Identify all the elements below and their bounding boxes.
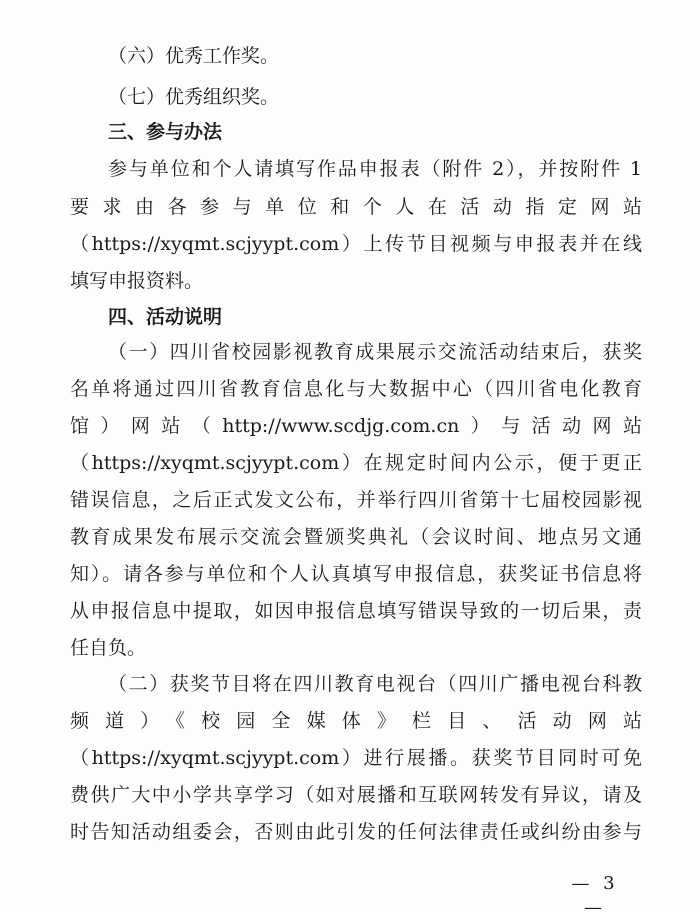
- page-number: — 3 —: [571, 873, 619, 918]
- list-item-seven: （七）优秀组织奖。: [108, 86, 280, 108]
- paragraph-line: （https://xyqmt.scjyypt.com）在规定时间内公示，便于更正: [70, 452, 642, 474]
- paragraph-line: 教育成果发布展示交流会暨颁奖典礼（会议时间、地点另文通: [70, 526, 642, 548]
- section-heading-participation: 三、参与办法: [108, 121, 223, 143]
- paragraph-line: 参与单位和个人请填写作品申报表（附件 2），并按附件 1: [108, 158, 642, 180]
- paragraph-line: 任自负。: [70, 637, 147, 659]
- paragraph-line: （一）四川省校园影视教育成果展示交流活动结束后，获奖: [108, 341, 642, 363]
- section-heading-description: 四、活动说明: [108, 306, 223, 328]
- paragraph-line: 馆）网站（http://www.scdjg.com.cn）与活动网站: [70, 415, 642, 437]
- paragraph-line: 错误信息，之后正式发文公布，并举行四川省第十七届校园影视: [70, 489, 642, 511]
- paragraph-line: 填写申报资料。: [70, 270, 204, 292]
- paragraph-line: （https://xyqmt.scjyypt.com）上传节目视频与申报表并在线: [70, 233, 642, 255]
- paragraph-line: 知）。请各参与单位和个人认真填写申报信息，获奖证书信息将: [70, 563, 642, 585]
- paragraph-line: （https://xyqmt.scjyypt.com）进行展播。获奖节目同时可免: [70, 747, 642, 769]
- list-item-six: （六）优秀工作奖。: [108, 45, 280, 67]
- paragraph-line: 费供广大中小学共享学习（如对展播和互联网转发有异议，请及: [70, 784, 642, 806]
- paragraph-line: 从申报信息中提取，如因申报信息填写错误导致的一切后果，责: [70, 600, 642, 622]
- paragraph-line: 时告知活动组委会，否则由此引发的任何法律责任或纠纷由参与: [70, 821, 642, 843]
- paragraph-line: 名单将通过四川省教育信息化与大数据中心（四川省电化教育: [70, 378, 642, 400]
- paragraph-line: 要求由各参与单位和个人在活动指定网站: [70, 196, 642, 218]
- paragraph-line: （二）获奖节目将在四川教育电视台（四川广播电视台科教: [108, 673, 642, 695]
- paragraph-line: 频道）《校园全媒体》栏目、活动网站: [70, 710, 642, 732]
